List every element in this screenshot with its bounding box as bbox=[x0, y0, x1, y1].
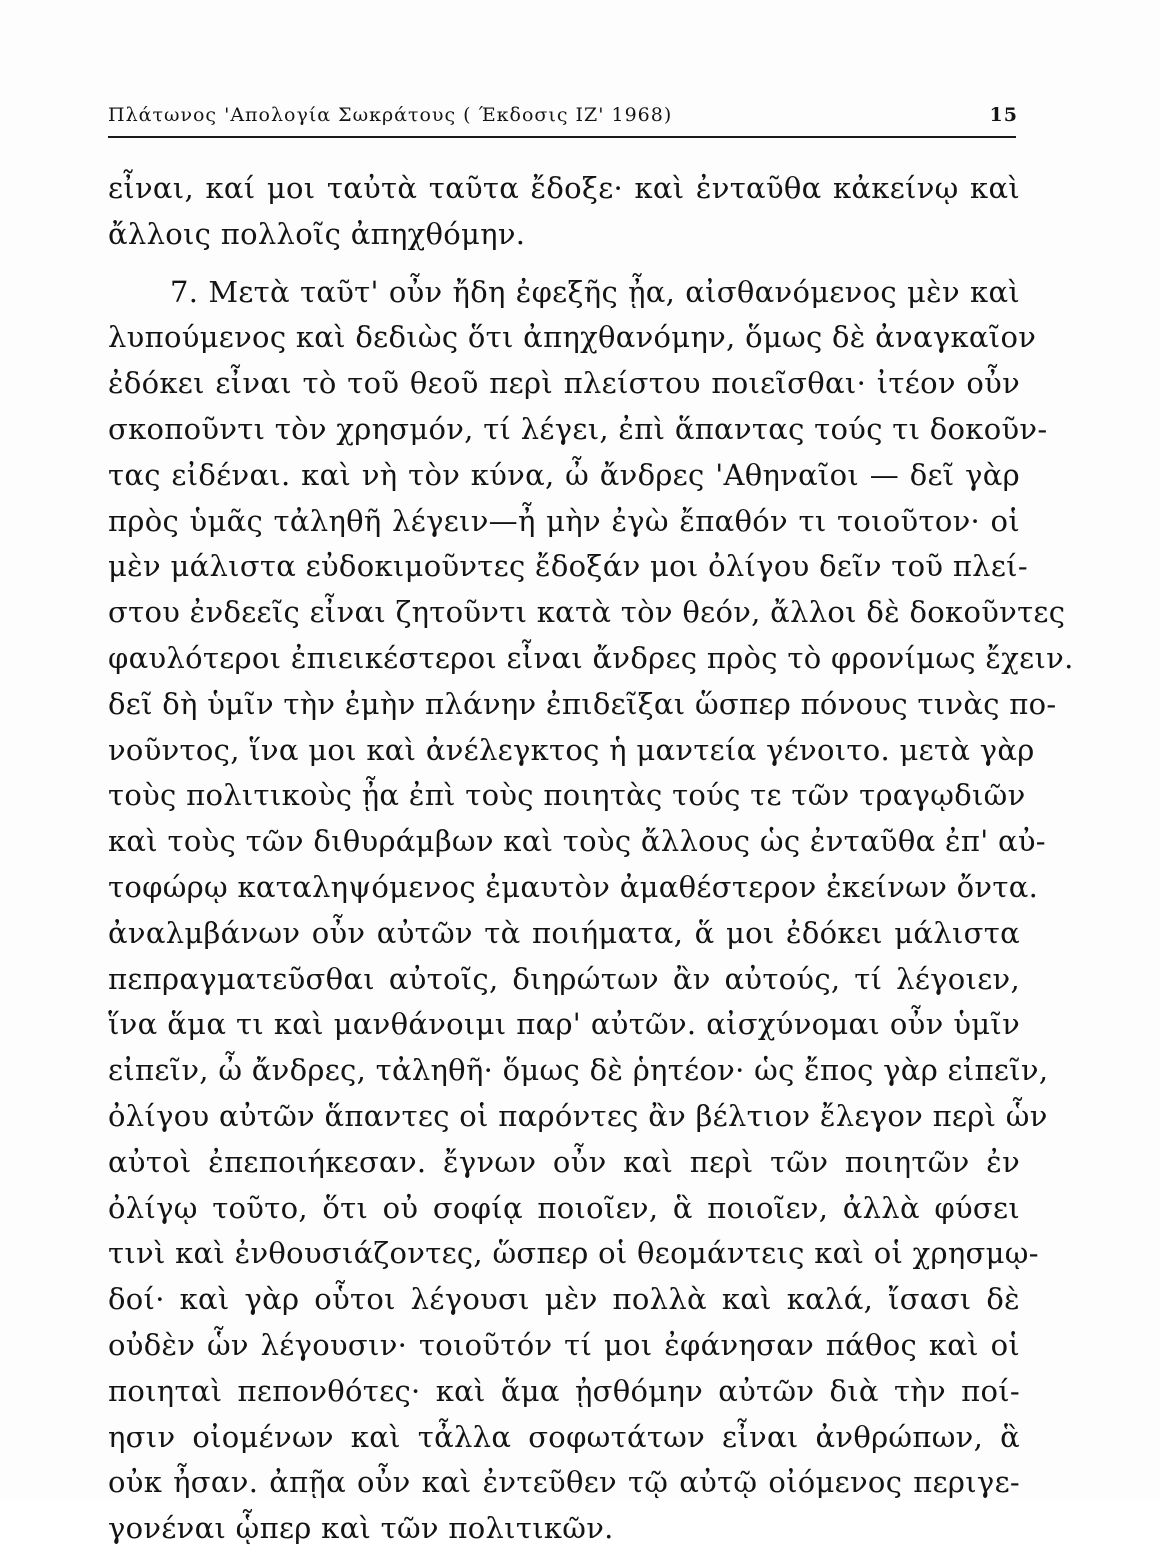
text-line: ἀναλμβάνων οὖν αὐτῶν τὰ ποιήματα, ἅ μοι ἐδόκει μάλιστα bbox=[108, 915, 1020, 950]
text-line: γονέναι ᾧπερ καὶ τῶν πολιτικῶν. bbox=[108, 1511, 614, 1546]
text-line: ησιν οἰομένων καὶ τἆλλα σοφωτάτων εἶναι ἀνθρώπων, ἃ bbox=[108, 1419, 1020, 1454]
text-line: ἵνα ἅμα τι καὶ μανθάνοιμι παρ' αὐτῶν. αἰσχύνομαι οὖν ὑμῖν bbox=[108, 1007, 1020, 1042]
text-line: εἶναι, καί μοι ταὐτὰ ταῦτα ἔδοξε· καὶ ἐνταῦθα κἀκείνῳ καὶ bbox=[108, 171, 1020, 205]
text-line: στου ἐνδεεῖς εἶναι ζητοῦντι κατὰ τὸν θεόν, ἄλλοι δὲ δοκοῦντες bbox=[108, 595, 1066, 630]
text-line: νοῦντος, ἵνα μοι καὶ ἀνέλεγκτος ἡ μαντεία γένοιτο. μετὰ γὰρ bbox=[108, 732, 1035, 767]
text-line: αὐτοὶ ἐπεποιήκεσαν. ἔγνων οὖν καὶ περὶ τῶν ποιητῶν ἐν bbox=[108, 1144, 1020, 1179]
paragraph-2 bbox=[108, 270, 1074, 1552]
running-header bbox=[108, 98, 1018, 132]
text-line: εἰπεῖν, ὦ ἄνδρες, τἀληθῆ· ὅμως δὲ ῥητέον· ὡς ἔπος γὰρ εἰπεῖν, bbox=[108, 1053, 1049, 1088]
text-line: μὲν μάλιστα εὐδοκιμοῦντες ἔδοξάν μοι ὀλίγου δεῖν τοῦ πλεί- bbox=[108, 549, 1028, 584]
text-line: δεῖ δὴ ὑμῖν τὴν ἐμὴν πλάνην ἐπιδεῖξαι ὥσπερ πόνους τινὰς πο- bbox=[108, 686, 1057, 721]
text-line: τοὺς πολιτικοὺς ᾖα ἐπὶ τοὺς ποιητὰς τούς τε τῶν τραγῳδιῶν bbox=[108, 778, 1026, 813]
text-line: ποιηταὶ πεπονθότες· καὶ ἅμα ᾐσθόμην αὐτῶν διὰ τὴν ποί- bbox=[108, 1373, 1020, 1408]
text-line: τοφώρῳ καταληψόμενος ἐμαυτὸν ἀμαθέστερον ἐκείνων ὄντα. bbox=[108, 869, 1039, 904]
text-line: 7. Μετὰ ταῦτ' οὖν ἤδη ἐφεξῆς ᾖα, αἰσθανόμενος μὲν καὶ bbox=[170, 274, 1020, 309]
text-line: δοί· καὶ γὰρ οὗτοι λέγουσι μὲν πολλὰ καὶ καλά, ἴσασι δὲ bbox=[108, 1282, 1020, 1317]
header-rule bbox=[108, 136, 1016, 138]
text-line: οὐκ ἦσαν. ἀπῇα οὖν καὶ ἐντεῦθεν τῷ αὐτῷ οἰόμενος περιγε- bbox=[108, 1465, 1020, 1500]
text-line: πρὸς ὑμᾶς τἀληθῆ λέγειν—ἦ μὴν ἐγὼ ἔπαθόν τι τοιοῦτον· οἱ bbox=[108, 503, 1020, 538]
text-line: καὶ τοὺς τῶν διθυράμβων καὶ τοὺς ἄλλους ὡς ἐνταῦθα ἐπ' αὐ- bbox=[108, 824, 1046, 859]
text-line: φαυλότεροι ἐπιεικέστεροι εἶναι ἄνδρες πρὸς τὸ φρονίμως ἔχειν. bbox=[108, 640, 1074, 675]
text-line: τινὶ καὶ ἐνθουσιάζοντες, ὥσπερ οἱ θεομάντεις καὶ οἱ χρησμῳ- bbox=[108, 1236, 1039, 1271]
text-line: τας εἰδέναι. καὶ νὴ τὸν κύνα, ὦ ἄνδρες 'Αθηναῖοι — δεῖ γὰρ bbox=[108, 457, 1020, 492]
text-line: λυπούμενος καὶ δεδιὼς ὅτι ἀπηχθανόμην, ὅμως δὲ ἀναγκαῖον bbox=[108, 320, 1037, 355]
text-line: ὀλίγῳ τοῦτο, ὅτι οὐ σοφίᾳ ποιοῖεν, ἃ ποιοῖεν, ἀλλὰ φύσει bbox=[108, 1190, 1020, 1225]
body-text bbox=[108, 166, 1074, 1552]
text-line: ἄλλοις πολλοῖς ἀπηχθόμην. bbox=[108, 216, 526, 251]
text-line: ἐδόκει εἶναι τὸ τοῦ θεοῦ περὶ πλείστου ποιεῖσθαι· ἰτέον οὖν bbox=[108, 366, 1020, 401]
text-line: πεπραγματεῦσθαι αὐτοῖς, διηρώτων ἂν αὐτούς, τί λέγοιεν, bbox=[108, 961, 1020, 996]
running-header-title: Πλάτωνος 'Απολογία Σωκράτους ( Έκδοσις ΙΖ' 1968) bbox=[108, 104, 673, 126]
page-number: 15 bbox=[989, 104, 1018, 126]
text-line: ὀλίγου αὐτῶν ἅπαντες οἱ παρόντες ἂν βέλτιον ἔλεγον περὶ ὧν bbox=[108, 1098, 1048, 1133]
text-line: οὐδὲν ὧν λέγουσιν· τοιοῦτόν τί μοι ἐφάνησαν πάθος καὶ οἱ bbox=[108, 1327, 1020, 1362]
text-line: σκοποῦντι τὸν χρησμόν, τί λέγει, ἐπὶ ἅπαντας τούς τι δοκοῦν- bbox=[108, 411, 1048, 446]
paragraph-1 bbox=[108, 166, 1020, 258]
